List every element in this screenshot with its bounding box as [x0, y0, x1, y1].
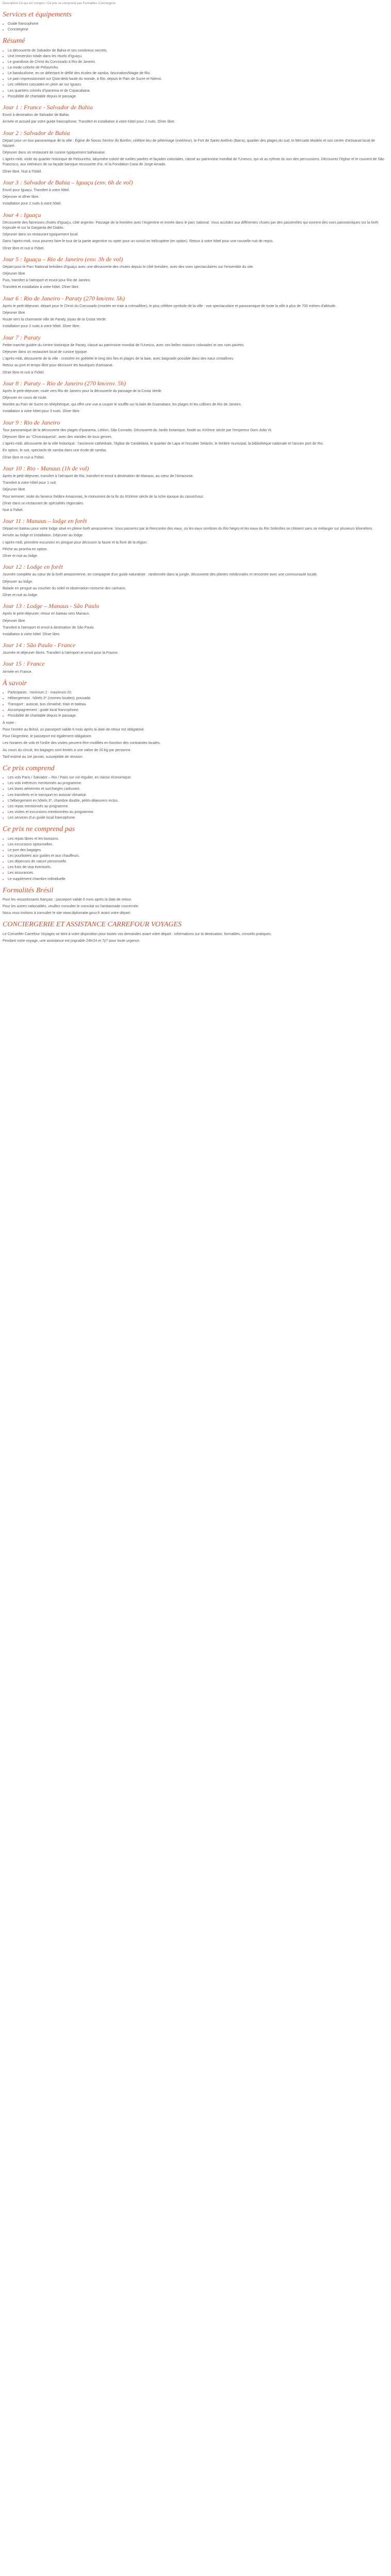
- day-section: [3, 379, 388, 415]
- day-paragraph: L'après-midi, visite du quartier historique de Pelourinho, labyrinthe coloré de ruelles pavées et façades coloniales, classé au patrimoine mondial de l'Unesco, qui vit au rythme du son des percussions. Découvrez l'église et le couvent de São Francisco, aux intérieurs de sa façade baroque recouverte d'or, et la Fondation Casa de Jorge Amado.: [3, 158, 384, 167]
- concierge-paragraph: Pendant votre voyage, une assistance est joignable 24h/24 et 7j/7 pour toute urgence.: [3, 939, 140, 943]
- day-paragraph: Dîner dans un restaurant de spécialités régionales.: [3, 501, 84, 505]
- day-paragraph: Arrivée au lodge et installation. Déjeuner au lodge.: [3, 534, 84, 538]
- day-paragraph: Déjeuner en cours de route.: [3, 396, 47, 400]
- day-section: [3, 129, 388, 175]
- day-paragraph: Installation pour 2 nuits à votre hôtel.: [3, 202, 62, 206]
- formalities-paras: [3, 897, 388, 916]
- notes-title: À savoir: [3, 679, 27, 687]
- day-paragraph: Dîner et nuit au lodge.: [3, 554, 38, 558]
- formalities-paragraph: Pour les autres nationalités, veuillez consulter le consulat ou l'ambassade concernée.: [3, 905, 139, 909]
- notes-paras: [3, 721, 388, 760]
- summary-item: • La découverte de Salvador de Bahia et ses nombreux secrets.: [8, 48, 388, 54]
- day-paragraph: Déjeuner dans un restaurant typiquement local.: [3, 233, 79, 237]
- day-paragraph: Déjeuner libre.: [3, 272, 26, 276]
- exclude-title: Ce prix ne comprend pas: [3, 825, 75, 834]
- day-title: Jour 5 : Iguaçu – Rio de Janeiro (env. 3h de vol): [3, 255, 123, 263]
- day-paragraph: Arrivée en France.: [3, 670, 32, 674]
- exclude-item: • Les dépenses de nature personnelle.: [8, 859, 388, 865]
- day-paragraph: Tour panoramique de la découverte des plages d'Ipanema, Leblon, São Conrado. Découverte du Jardin botanique, fondé au XIXème siècle par l'empereur Dom João VI.: [3, 428, 272, 432]
- summary-item: • Le bandoulisme, en se délectant le défilé des écoles de samba, fascination/Magie de Rio.: [8, 71, 388, 76]
- include-title: Ce prix comprend: [3, 764, 55, 772]
- exclude-item: • Les assurances.: [8, 871, 388, 876]
- day-section: [3, 255, 388, 291]
- day-section: [3, 103, 388, 125]
- exclude-item: • Les repas libres et les boissons.: [8, 837, 388, 842]
- day-paragraph: Installation pour 2 nuits à votre hôtel. Dîner libre.: [3, 325, 80, 329]
- day-title: Jour 13 : Lodge – Manaus - São Paulo: [3, 602, 100, 609]
- day-paragraph: Journée et déjeuner libres. Transfert à l'aéroport et envol pour la France.: [3, 651, 119, 655]
- day-paragraph: Déjeuner libre au "Churrasqueria", avec des viandes de tous genres.: [3, 435, 112, 439]
- note-paragraph: Tarif estimé au 1er janvier, susceptible de révision.: [3, 755, 84, 759]
- day-paragraph: Transfert à votre hôtel pour 1 nuit.: [3, 481, 57, 485]
- summary-title: Résumé: [3, 37, 25, 45]
- day-paragraph: L'après-midi, découverte de la ville historique : l'ancienne cathédrale, l'église de Candelária, le quartier de Lapa et l'escalier Selarón, le théâtre municipal, la bibliothèque nationale et l'ancien port de Rio.: [3, 442, 324, 446]
- services-title: Services et équipements: [3, 10, 72, 19]
- day-title: Jour 7 : Paraty: [3, 333, 41, 341]
- day-title: Jour 14 : São Paulo - France: [3, 641, 76, 649]
- day-paragraph: Envol à destination de Salvador de Bahia.: [3, 113, 70, 117]
- formalities-paragraph: Nous vous invitons à consulter le site www.diplomatie.gouv.fr avant votre départ.: [3, 911, 131, 916]
- day-paragraph: Installation à votre hôtel pour 3 nuits. Dîner libre.: [3, 410, 80, 414]
- include-item: • Les taxes aériennes et surcharges carburant.: [8, 787, 388, 792]
- include-list: [3, 775, 388, 821]
- note-item: • Hébergement : hôtels 3* (normes locales), pousada.: [8, 696, 388, 701]
- day-paragraph: L'après-midi, découverte de la ville : croisière en goélette le long des îles et plages de la baie, avec baignade possible dans des eaux cristallines.: [3, 357, 234, 361]
- day-section: [3, 211, 388, 251]
- note-item: • Participants : minimum 2 - maximum 20.: [8, 690, 388, 696]
- exclude-item: • Les frais de visa éventuels.: [8, 865, 388, 870]
- note-paragraph: Au cours du circuit, les bagages sont limités à une valise de 20 kg par personne.: [3, 748, 132, 752]
- day-paragraph: Dîner libre. Nuit à l'hôtel.: [3, 170, 42, 174]
- day-paragraph: Déjeuner dans un restaurant de cuisine typiquement bahianaise.: [3, 151, 106, 155]
- day-paragraph: L'après-midi, première excursion en pirogue pour découvrir la faune et la flore de la région.: [3, 540, 148, 545]
- day-paragraph: Montée au Pain de Sucre en téléphérique, qui offre une vue à couper le souffle sur la baie de Guanabara, les plages et les collines de Rio de Janeiro.: [3, 403, 242, 407]
- day-section: [3, 294, 388, 330]
- day-paragraph: Dîner libre et nuit à l'hôtel.: [3, 246, 45, 250]
- summary-list: [3, 48, 388, 99]
- day-paragraph: Balade en pirogue au coucher du soleil et observation nocturne des caïmans.: [3, 586, 126, 590]
- exclude-item: • Le supplément chambre individuelle.: [8, 877, 388, 882]
- note-paragraph: Les horaires de vols et l'ordre des visites peuvent être modifiés en fonction des contraintes locales.: [3, 741, 161, 745]
- day-paragraph: Après le petit-déjeuner, départ pour le Christ du Corcovado (montée en train à crémaillère), le plus célèbre symbole de la ville : vue spectaculaire et panoramique de toute la ville à plus de 700 mètres d'altitude.: [3, 304, 336, 308]
- day-paragraph: Découverte des fameuses chutes d'Iguaçu, côté argentin. Passage de la frontière avec l'Argentine et entrée dans le parc national. Vous accédez aux différentes chutes par des passerelles qui ouvrent des vues panoramiques sur la forêt tropicale et sur la Garganta del Diablo.: [3, 221, 379, 230]
- day-paragraph: Déjeuner au lodge.: [3, 580, 34, 584]
- day-title: Jour 11 : Manaus – lodge en forêt: [3, 517, 87, 524]
- summary-item: • Le grandiose de Christ du Corcovado à Rio de Janeiro.: [8, 60, 388, 65]
- day-title: Jour 15 : France: [3, 660, 45, 668]
- day-paragraph: Déjeuner libre.: [3, 311, 26, 315]
- day-paragraph: Arrivée et accueil par votre guide francophone. Transfert et installation à votre hôtel pour 2 nuits. Dîner libre.: [3, 120, 175, 124]
- day-title: Jour 1 : France - Salvador de Bahia: [3, 103, 93, 111]
- day-section: [3, 641, 388, 656]
- concierge-title: CONCIERGERIE ET ASSISTANCE CARREFOUR VOYAGES: [3, 921, 182, 929]
- day-paragraph: Transfert à l'aéroport et envol à destination de São Paulo.: [3, 625, 95, 630]
- concierge-paragraph: Le Conseiller Carrefour Voyages se tient à votre disposition pour toutes vos demandes avant votre départ : informations sur la destination, formalités, conseils pratiques.: [3, 932, 272, 936]
- day-title: Jour 3 : Salvador de Bahia – Iguaçu (env. 6h de vol): [3, 178, 133, 186]
- day-title: Jour 8 : Paraty – Rio de Janeiro (270 km/env. 5h): [3, 379, 126, 387]
- day-paragraph: Après le petit-déjeuner, retour en bateau vers Manaus.: [3, 612, 90, 616]
- include-item: • L'hébergement en hôtels 3*, chambre double, petits-déjeuners inclus.: [8, 799, 388, 804]
- summary-item: • La mode colorée de Pelourinho.: [8, 65, 388, 71]
- formalities-paragraph: Pour les ressortissants français : passeport valide 6 mois après la date de retour.: [3, 897, 132, 902]
- exclude-list: [3, 837, 388, 882]
- day-paragraph: Puis, transfert à l'aéroport et envol pour Rio de Janeiro.: [3, 279, 91, 283]
- day-paragraph: Déjeuner libre.: [3, 619, 26, 623]
- day-paragraph: Petite marche guidée du centre historique de Paraty, classé au patrimoine mondial de l'Unesco, avec ses belles maisons coloniales et ses rues pavées.: [3, 343, 245, 347]
- include-item: • Les services d'un guide local francophone.: [8, 816, 388, 821]
- exclude-item: • Le port des bagages.: [8, 848, 388, 853]
- day-paragraph: Départ pour un tour panoramique de la ville : Église de Nosso Senhor do Bonfim, célèbre lieu de pèlerinage (extérieur), le Fort de Santo Antônio (Barra), quartier des plages du sud, le Mercado Modelo et son centre d'artisanat local de Nazaré.: [3, 139, 375, 148]
- day-paragraph: Déjeuner et dîner libre.: [3, 195, 40, 199]
- include-item: • Les vols Paris / Salvador – Rio / Paris sur vol régulier, en classe économique.: [8, 775, 388, 781]
- include-item: • Les transferts et le transport en autocar climatisé.: [8, 793, 388, 798]
- day-title: Jour 4 : Iguaçu: [3, 211, 41, 218]
- day-paragraph: Pêche au piranha en option.: [3, 547, 48, 551]
- day-paragraph: Retour au port et temps libre pour découvrir les boutiques d'artisanat.: [3, 364, 113, 368]
- concierge-paras: [3, 932, 388, 944]
- day-paragraph: Départ en bateau pour votre lodge situé en pleine forêt amazonienne. Vous passerez par la Rencontre des eaux, où les eaux sombres du Rio Negro et les eaux du Rio Solimões se côtoient sans se mélanger sur plusieurs kilomètres.: [3, 527, 373, 531]
- summary-item: • Les quartiers colorés d'Ipanema et de Copacabana.: [8, 89, 388, 94]
- summary-item: • Le pain impressionnant sur Quoi-delà haute du monde, à Rio, depuis le Pain de Sucre et Niteroi.: [8, 77, 388, 82]
- day-paragraph: Installation à votre hôtel. Dîner libre.: [3, 632, 61, 636]
- document: [0, 0, 391, 951]
- exclude-item: • Les pourboires aux guides et aux chauffeurs.: [8, 854, 388, 859]
- day-section: [3, 418, 388, 461]
- day-paragraph: Déjeuner libre.: [3, 488, 26, 492]
- exclude-item: • Les excursions optionnelles.: [8, 842, 388, 848]
- day-section: [3, 333, 388, 376]
- day-title: Jour 2 : Salvador de Bahia: [3, 129, 70, 137]
- day-paragraph: Départ pour le Parc National brésilien d'Iguaçu avec une découverte des chutes depuis le côté brésilien, avec des vues spectaculaires sur l'ensemble du site.: [3, 265, 254, 269]
- day-title: Jour 12 : Lodge en forêt: [3, 563, 63, 571]
- day-section: [3, 517, 388, 559]
- day-paragraph: Envol pour Iguaçu. Transfert à votre hôtel.: [3, 189, 70, 193]
- note-item: • Accompagnement : guide local francophone.: [8, 708, 388, 713]
- summary-item: • Possibilité de charitable depuis le passage.: [8, 94, 388, 99]
- day-section: [3, 178, 388, 207]
- note-item: • Transport : autocar, bus climatisé, train et bateau.: [8, 702, 388, 707]
- day-title: Jour 6 : Rio de Janeiro - Paraty (270 km/env. 5h): [3, 294, 125, 302]
- service-item: • Guide francophone: [8, 22, 388, 27]
- note-paragraph: Pour l'entrée au Brésil, un passeport valide 6 mois après la date de retour est obligatoire.: [3, 728, 145, 732]
- service-item: • Conciergerie: [8, 27, 388, 32]
- day-paragraph: Après le petit-déjeuner, transfert à l'aéroport de Rio, transfert et envol à destination de Manaus, au cœur de l'Amazonie.: [3, 474, 194, 479]
- day-paragraph: Transfert et installation à votre hôtel. Dîner libre.: [3, 285, 80, 290]
- day-paragraph: Après le petit-déjeuner, route vers Rio de Janeiro pour la découverte du passage de la Costa Verde.: [3, 389, 162, 394]
- include-item: • Les vols intérieurs mentionnés au programme.: [8, 781, 388, 786]
- day-section: [3, 659, 388, 675]
- day-title: Jour 9 : Rio de Janeiro: [3, 418, 60, 426]
- summary-item: • Une immersion totale dans les rituels d'Iguaçu.: [8, 54, 388, 59]
- itinerary: [3, 103, 388, 675]
- note-paragraph: Pour l'Argentine, le passeport est également obligatoire.: [3, 735, 92, 739]
- summary-item: • Les célèbres cascades en plein air sur Iguazu.: [8, 82, 388, 88]
- day-section: [3, 563, 388, 598]
- day-paragraph: Journée complète au cœur de la forêt amazonienne, en compagnie d'un guide naturaliste : randonnée dans la jungle, découverte des plantes médicinales et rencontre avec une communauté locale.: [3, 573, 318, 577]
- header-note: Description Ce qui est compris • Ce prix ne comprend pas Formalités Conciergerie: [3, 2, 116, 5]
- day-paragraph: Route vers la charmante ville de Paraty, joyau de la Costa Verde.: [3, 318, 107, 322]
- include-item: • Les repas mentionnés au programme.: [8, 804, 388, 809]
- day-paragraph: Nuit à l'hôtel.: [3, 508, 24, 512]
- day-paragraph: Dans l'après-midi, vous pourrez faire le tour de la partie argentine ou opter pour un survol en hélicoptère (en option). Retour à votre hôtel pour une nouvelle nuit de repos.: [3, 240, 274, 244]
- day-paragraph: Déjeuner dans un restaurant local de cuisine typique.: [3, 350, 88, 354]
- day-paragraph: Dîner et nuit au lodge.: [3, 593, 38, 597]
- note-item: • Possibilité de charitable depuis le passage.: [8, 714, 388, 719]
- formalities-title: Formalités Brésil: [3, 886, 54, 894]
- note-paragraph: À noter :: [3, 721, 17, 725]
- day-paragraph: Pour terminer, visite du fameux théâtre Amazonas, le monument de la fin du XIXème siècle de la riche époque du caoutchouc.: [3, 495, 205, 499]
- notes-list: [3, 690, 388, 719]
- day-paragraph: En option, le soir, spectacle de samba dans une école de samba.: [3, 449, 107, 453]
- day-paragraph: Dîner libre et nuit à l'hôtel.: [3, 370, 45, 375]
- day-section: [3, 602, 388, 637]
- day-paragraph: Dîner libre et nuit à l'hôtel.: [3, 455, 45, 460]
- day-section: [3, 464, 388, 513]
- day-title: Jour 10 : Rio - Manaus (1h de vol): [3, 464, 89, 472]
- include-item: • Les visites et excursions mentionnées au programme.: [8, 810, 388, 815]
- services-list: [3, 22, 388, 32]
